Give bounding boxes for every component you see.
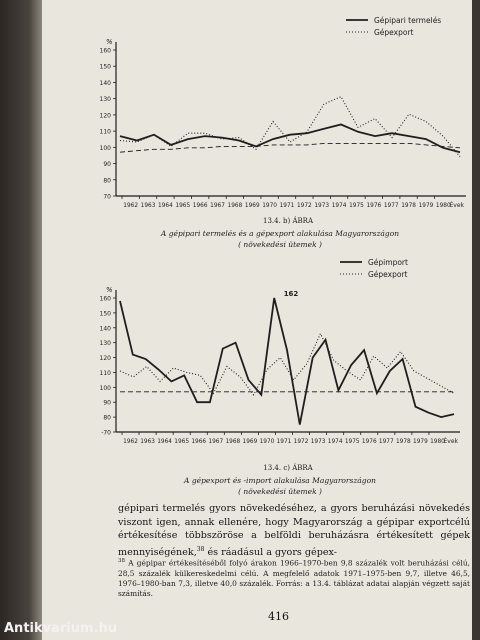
footnote-text: A gépipar értékesítéséből folyó árakon 1966–1970-ben 9,8 százalék volt beruházási célú, 28,5 százalék külkereskedelmi célú. A megfelelő adatok 1971–1975-ben 9,7, illetve 46,5, 1976–1980-ban 7,3, illetve 40,0 százalék. Forrás: a 13.4. táblázat adatai alapján végzett saját számítás.: [118, 558, 470, 599]
x-tick-label: 1971: [279, 203, 295, 209]
x-tick-label: 1979: [413, 439, 428, 445]
chart-c-caption: A gépexport és -import alakulása Magyarországon: [184, 476, 376, 485]
x-tick-label: 1973: [314, 203, 330, 209]
chart-b-caption: A gépipari termelés és a gépexport alakulása Magyarországon: [160, 229, 400, 238]
y-tick-label: 160: [99, 47, 111, 55]
chart-c-caption-number: 13.4. c) ÁBRA: [263, 464, 313, 472]
x-tick-label: 1970: [259, 439, 275, 445]
series-line-gépipari-termelés: [120, 125, 460, 153]
x-tick-label: 1966: [192, 203, 208, 209]
x-tick-label: 1975: [349, 203, 364, 209]
y-tick-label: 90: [103, 161, 111, 169]
x-tick-label: 1967: [208, 439, 224, 445]
x-tick-label: 1973: [310, 439, 326, 445]
x-tick-label: 1970: [262, 203, 278, 209]
x-tick-label: 1976: [366, 203, 382, 209]
x-tick-label: 1962: [123, 203, 139, 209]
y-tick-label: 100: [99, 384, 111, 392]
x-tick-label: 1972: [293, 439, 309, 445]
body-paragraph: [118, 502, 470, 559]
x-tick-label: 1965: [174, 439, 190, 445]
x-tick-label: 1977: [378, 439, 394, 445]
chart-c-caption-sub: ( növekedési ütemek ): [238, 487, 322, 496]
watermark: Antikvarium.hu: [4, 621, 117, 636]
y-tick-label: 80: [103, 414, 111, 422]
legend-label: Gépexport: [368, 270, 408, 279]
x-tick-label: 1964: [157, 439, 173, 445]
y-axis-label: %: [106, 38, 113, 46]
x-axis-end-label: Évek: [443, 438, 458, 445]
x-tick-label: 1969: [242, 439, 258, 445]
x-tick-label: 1975: [344, 439, 360, 445]
y-tick-label: 160: [99, 295, 111, 303]
y-axis-label: %: [106, 286, 113, 294]
x-tick-label: 1963: [140, 439, 155, 445]
paragraph-text: gépipari termelés gyors növekedéséhez, a gyors beruházási növekedés viszont igen, annak ellenére, hogy Magyarország a gépipar exportcélú értékesítése többszöröse a belföldi beruházásra értékesített gépek mennyiségének,: [118, 503, 470, 558]
y-tick-label: 80: [103, 177, 111, 185]
y-tick-label: 110: [99, 128, 111, 136]
x-tick-label: 1969: [244, 203, 260, 209]
x-tick-label: 1967: [210, 203, 225, 209]
x-tick-label: 1964: [158, 203, 173, 209]
x-tick-label: 1977: [383, 203, 399, 209]
x-tick-label: 1974: [331, 203, 347, 209]
legend-label: Gépimport: [368, 258, 408, 267]
x-tick-label: 1980: [435, 203, 451, 209]
y-tick-label: 130: [99, 96, 111, 104]
y-tick-label: 90: [103, 399, 111, 407]
x-tick-label: 1968: [227, 203, 243, 209]
series-line-gépimport: [120, 298, 454, 425]
x-tick-label: 1968: [225, 439, 241, 445]
y-tick-label: 130: [99, 340, 111, 348]
x-tick-label: 1965: [175, 203, 191, 209]
chart-b-caption-number: 13.4. b) ÁBRA: [263, 217, 313, 225]
y-tick-label: 110: [99, 369, 111, 377]
footnote: [118, 556, 470, 599]
footnote-number: 38: [118, 558, 125, 564]
y-tick-label: 120: [99, 355, 111, 363]
chart-b: [96, 14, 472, 214]
x-tick-label: 1972: [296, 203, 312, 209]
page-number: 416: [268, 610, 289, 623]
y-tick-label: 150: [99, 310, 111, 318]
x-tick-label: 1978: [395, 439, 411, 445]
y-tick-label: -70: [101, 429, 111, 437]
x-tick-label: 1980: [430, 439, 445, 445]
y-tick-label: 100: [99, 144, 111, 152]
paragraph-tail: és ráadásul a gyors gépex-: [204, 546, 337, 558]
y-tick-label: 70: [103, 193, 111, 201]
series-line-gépexport: [120, 97, 460, 157]
x-axis-end-label: Évek: [449, 202, 464, 209]
chart-c: [96, 256, 472, 462]
book-spine: [0, 0, 42, 640]
y-tick-label: 150: [99, 63, 111, 71]
chart-b-caption-sub: ( növekedési ütemek ): [238, 240, 322, 249]
legend-label: Gépipari termelés: [374, 16, 442, 25]
x-tick-label: 1978: [401, 203, 416, 209]
footnote-ref: 38: [196, 545, 205, 553]
y-tick-label: 140: [99, 325, 111, 333]
peak-annotation: 162: [283, 290, 299, 298]
legend-label: Gépexport: [374, 28, 414, 37]
x-tick-label: 1963: [140, 203, 156, 209]
x-tick-label: 1974: [327, 439, 343, 445]
x-tick-label: 1962: [123, 439, 138, 445]
y-tick-label: 140: [99, 79, 111, 87]
y-tick-label: 120: [99, 112, 111, 120]
x-tick-label: 1976: [361, 439, 377, 445]
x-tick-label: 1966: [191, 439, 207, 445]
x-tick-label: 1971: [276, 439, 292, 445]
x-tick-label: 1979: [418, 203, 434, 209]
